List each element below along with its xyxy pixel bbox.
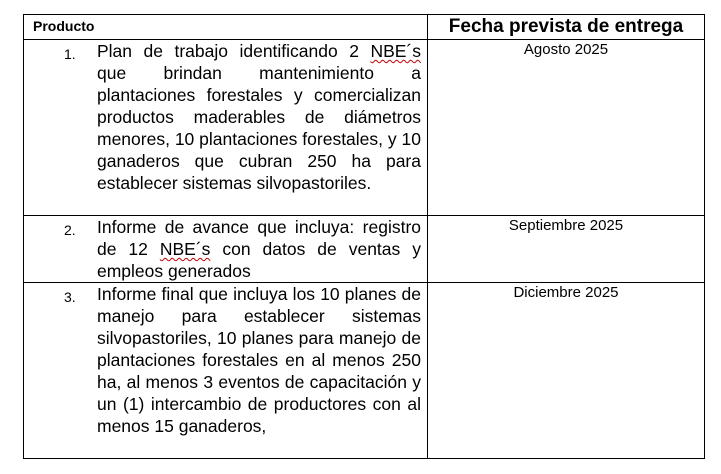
item-number: 3. xyxy=(64,289,76,305)
item-number: 1. xyxy=(64,46,76,62)
header-row xyxy=(24,15,705,40)
header-delivery-date: Fecha prevista de entrega xyxy=(428,15,705,40)
spellcheck-flagged-word: NBE´s xyxy=(159,239,211,259)
table-row xyxy=(24,283,705,459)
deliverables-table xyxy=(23,14,705,459)
product-cell xyxy=(24,216,428,283)
table-row xyxy=(24,40,705,216)
product-description: Informe final que incluya los 10 planes de manejo para establecer sistemas silvopastoriles, 10 planes para manejo de plantaciones forestales en al menos 250 ha, al menos 3 eventos de capacitación y un (1) intercambio de productores con al menos 15 ganaderos, xyxy=(97,284,421,436)
spellcheck-flagged-word: NBE´s xyxy=(370,41,421,61)
table-row xyxy=(24,216,705,283)
delivery-date: Septiembre 2025 xyxy=(428,216,705,283)
delivery-date: Agosto 2025 xyxy=(428,40,705,216)
product-description: Plan de trabajo identificando 2 NBE´s que brindan mantenimiento a plantaciones forestales y comercializan productos maderables de diámetros menores, 10 plantaciones forestales, y 10 ganaderos que cubran 250 ha para establecer sistemas silvopastoriles. xyxy=(97,41,421,193)
header-product: Producto xyxy=(24,15,428,40)
product-description: Informe de avance que incluya: registro de 12 NBE´s con datos de ventas y empleos generados xyxy=(97,217,421,281)
product-cell xyxy=(24,40,428,216)
product-cell xyxy=(24,283,428,459)
item-number: 2. xyxy=(64,222,76,238)
delivery-date: Diciembre 2025 xyxy=(428,283,705,459)
